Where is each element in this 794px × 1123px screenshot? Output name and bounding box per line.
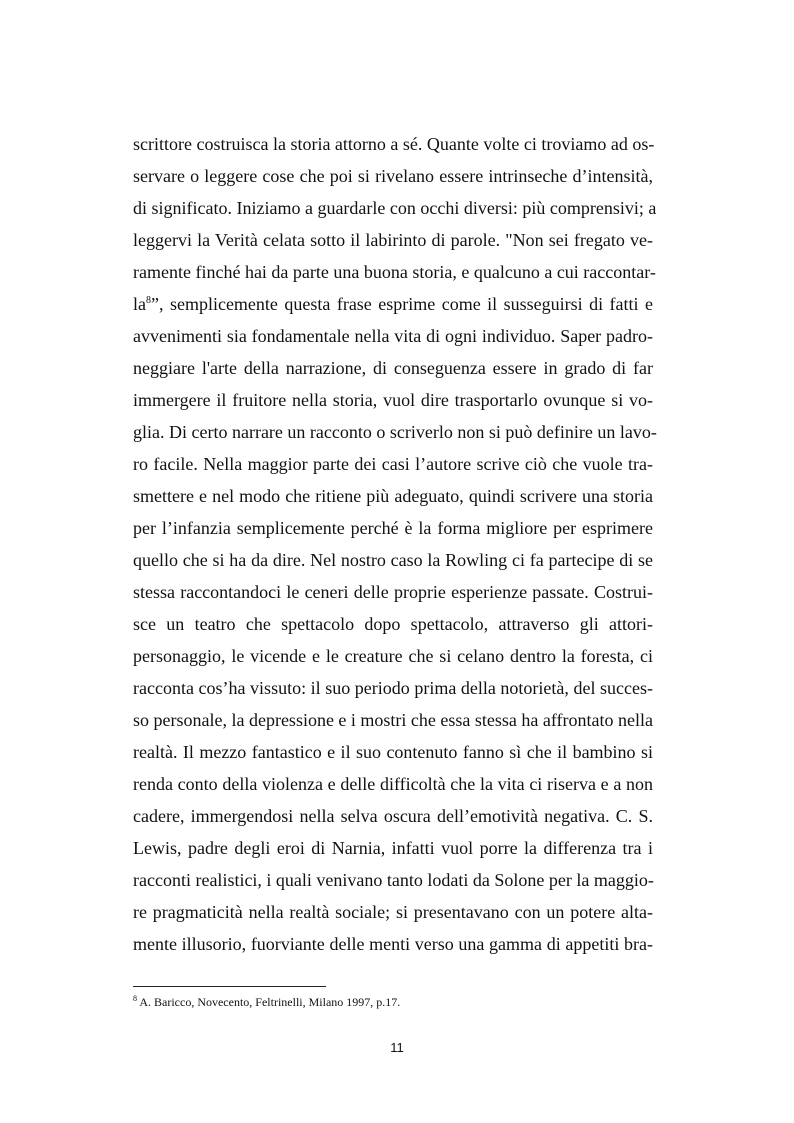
text-line: sce un teatro che spettacolo dopo spettacolo, attraverso gli attori- — [133, 614, 653, 634]
text-line: per l’infanzia semplicemente perché è la forma migliore per esprimere — [133, 518, 653, 538]
footnote — [133, 994, 653, 1010]
text-line: racconti realistici, i quali venivano tanto lodati da Solone per la maggio- — [133, 870, 654, 890]
footnote-reference[interactable]: 8 — [146, 295, 151, 306]
text-line: quello che si ha da dire. Nel nostro caso la Rowling ci fa partecipe di se — [133, 550, 653, 570]
text-line: leggervi la Verità celata sotto il labirinto di parole. "Non sei fregato ve- — [133, 230, 653, 250]
text-line: cadere, immergendosi nella selva oscura dell’emotività negativa. C. S. — [133, 806, 653, 826]
page-number: 11 — [390, 1040, 404, 1055]
text-line: ro facile. Nella maggior parte dei casi l’autore scrive ciò che vuole tra- — [133, 454, 653, 474]
text-line: re pragmaticità nella realtà sociale; si presentavano con un potere alta- — [133, 902, 653, 922]
text-line: realtà. Il mezzo fantastico e il suo contenuto fanno sì che il bambino si — [133, 742, 653, 762]
text-line: Lewis, padre degli eroi di Narnia, infatti vuol porre la differenza tra i — [133, 838, 653, 858]
text-fragment: la — [133, 294, 146, 314]
footnote-text: A. Baricco, Novecento, Feltrinelli, Milano 1997, p.17. — [137, 995, 401, 1009]
text-line: racconta cos’ha vissuto: il suo periodo prima della notorietà, del succes- — [133, 678, 653, 698]
footnote-separator — [133, 986, 326, 987]
text-line: mente illusorio, fuorviante delle menti verso una gamma di appetiti bra- — [133, 934, 653, 954]
footnote-number: 8 — [133, 994, 137, 1003]
text-line: personaggio, le vicende e le creature che si celano dentro la foresta, ci — [133, 646, 653, 666]
text-line: glia. Di certo narrare un racconto o scriverlo non si può definire un lavo- — [133, 422, 657, 442]
text-line: di significato. Iniziamo a guardarle con occhi diversi: più comprensivi; a — [133, 198, 657, 218]
text-line: neggiare l'arte della narrazione, di conseguenza essere in grado di far — [133, 358, 653, 378]
text-line: servare o leggere cose che poi si rivelano essere intrinseche d’intensità, — [133, 166, 653, 186]
text-line: ramente finché hai da parte una buona storia, e qualcuno a cui raccontar- — [133, 262, 656, 282]
text-line: renda conto della violenza e delle difficoltà che la vita ci riserva e a non — [133, 774, 653, 794]
text-line: scrittore costruisca la storia attorno a sé. Quante volte ci troviamo ad os- — [133, 134, 655, 154]
text-line: smettere e nel modo che ritiene più adeguato, quindi scrivere una storia — [133, 486, 653, 506]
text-line-with-footnote-ref — [133, 288, 653, 320]
text-line: immergere il fruitore nella storia, vuol dire trasportarlo ovunque si vo- — [133, 390, 653, 410]
text-line: stessa raccontandoci le ceneri delle proprie esperienze passate. Costrui- — [133, 582, 653, 602]
text-line: so personale, la depressione e i mostri che essa stessa ha affrontato nella — [133, 710, 653, 730]
text-line: avvenimenti sia fondamentale nella vita di ogni individuo. Saper padro- — [133, 326, 653, 346]
text-fragment: ”, semplicemente questa frase esprime come il susseguirsi di fatti e — [151, 294, 653, 314]
body-paragraph — [133, 128, 657, 960]
